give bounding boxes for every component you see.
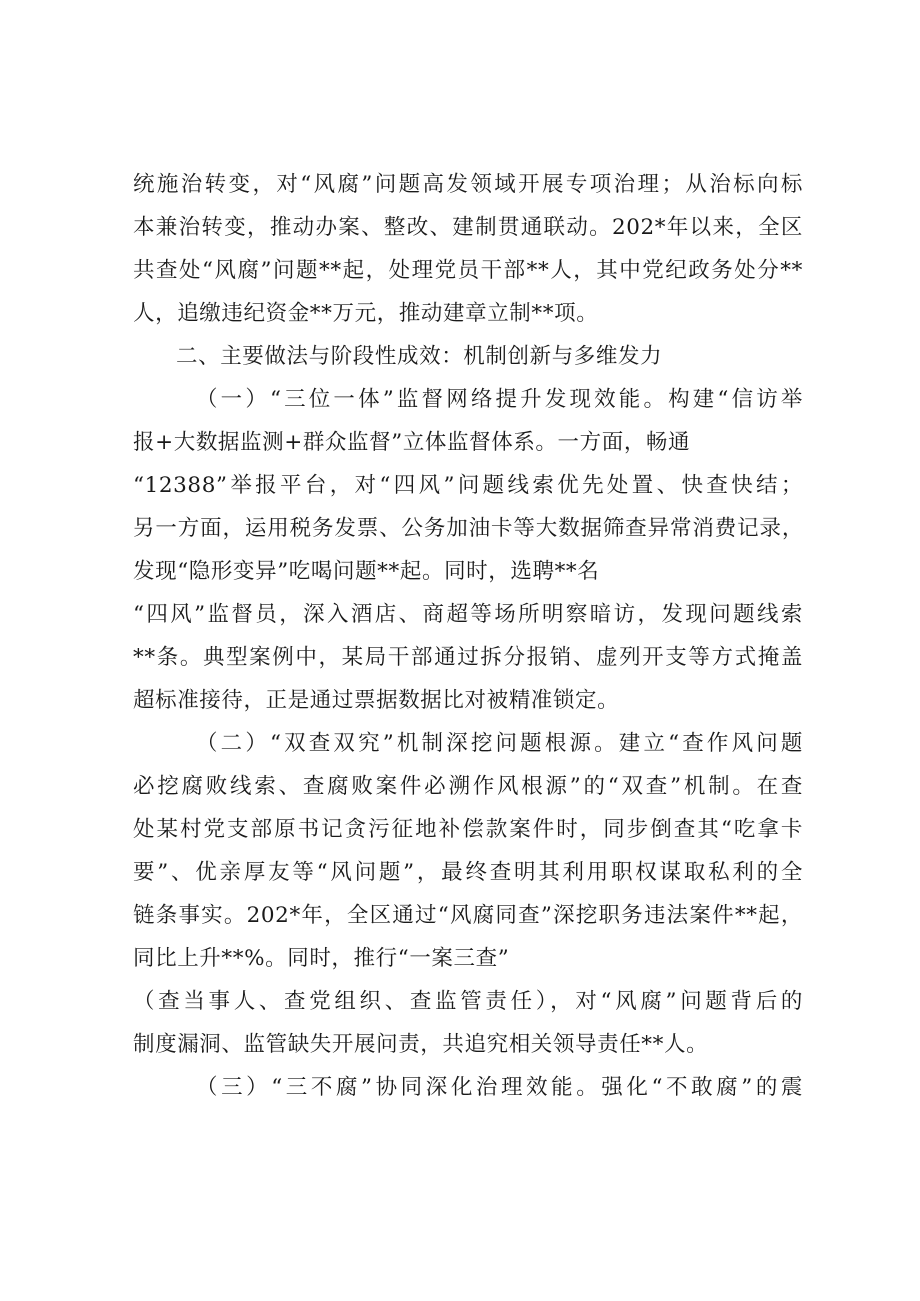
section-heading: 二、主要做法与阶段性成效：机制创新与多维发力	[176, 344, 663, 369]
paragraph-line: 链条事实。202*年，全区通过“风腐同查”深挖职务违法案件**起，	[133, 903, 803, 928]
paragraph-line: 发现“隐形变异”吃喝问题**起。同时，选聘**名	[133, 559, 600, 584]
paragraph-line: 本兼治转变，推动办案、整改、建制贯通联动。202*年以来，全区	[133, 215, 803, 240]
paragraph-line: 另一方面，运用税务发票、公务加油卡等大数据筛查异常消费记录，	[133, 516, 803, 541]
paragraph-line: “12388”举报平台，对“四风”问题线索优先处置、快查快结；	[133, 473, 803, 498]
paragraph-line: （二）“双查双究”机制深挖问题根源。建立“查作风问题	[196, 731, 803, 756]
paragraph-line: （三）“三不腐”协同深化治理效能。强化“不敢腐”的震	[196, 1075, 803, 1100]
paragraph-line: 统施治转变，对“风腐”问题高发领域开展专项治理；从治标向标	[133, 172, 803, 197]
paragraph-line: 必挖腐败线索、查腐败案件必溯作风根源”的“双查”机制。在查	[133, 774, 803, 799]
paragraph-line: 制度漏洞、监管缺失开展问责，共追究相关领导责任**人。	[133, 1032, 709, 1057]
paragraph-line: （查当事人、查党组织、查监管责任），对“风腐”问题背后的	[133, 989, 803, 1014]
paragraph-line: 人，追缴违纪资金**万元，推动建章立制**项。	[133, 301, 599, 326]
paragraph-line: 共查处“风腐”问题**起，处理党员干部**人，其中党纪政务处分**	[133, 258, 803, 283]
paragraph-line: （一）“三位一体”监督网络提升发现效能。构建“信访举	[196, 387, 803, 412]
paragraph-line: 处某村党支部原书记贪污征地补偿款案件时，同步倒查其“吃拿卡	[133, 817, 803, 842]
paragraph-line: 超标准接待，正是通过票据数据比对被精准锁定。	[133, 688, 620, 713]
paragraph-line: **条。典型案例中，某局干部通过拆分报销、虚列开支等方式掩盖	[133, 645, 803, 670]
paragraph-line: 同比上升**%。同时，推行“一案三查”	[133, 946, 510, 971]
paragraph-line: “四风”监督员，深入酒店、商超等场所明察暗访，发现问题线索	[133, 602, 803, 627]
paragraph-line: 报+大数据监测+群众监督”立体监督体系。一方面，畅通	[133, 430, 691, 455]
paragraph-line: 要”、优亲厚友等“风问题”，最终查明其利用职权谋取私利的全	[133, 860, 803, 885]
